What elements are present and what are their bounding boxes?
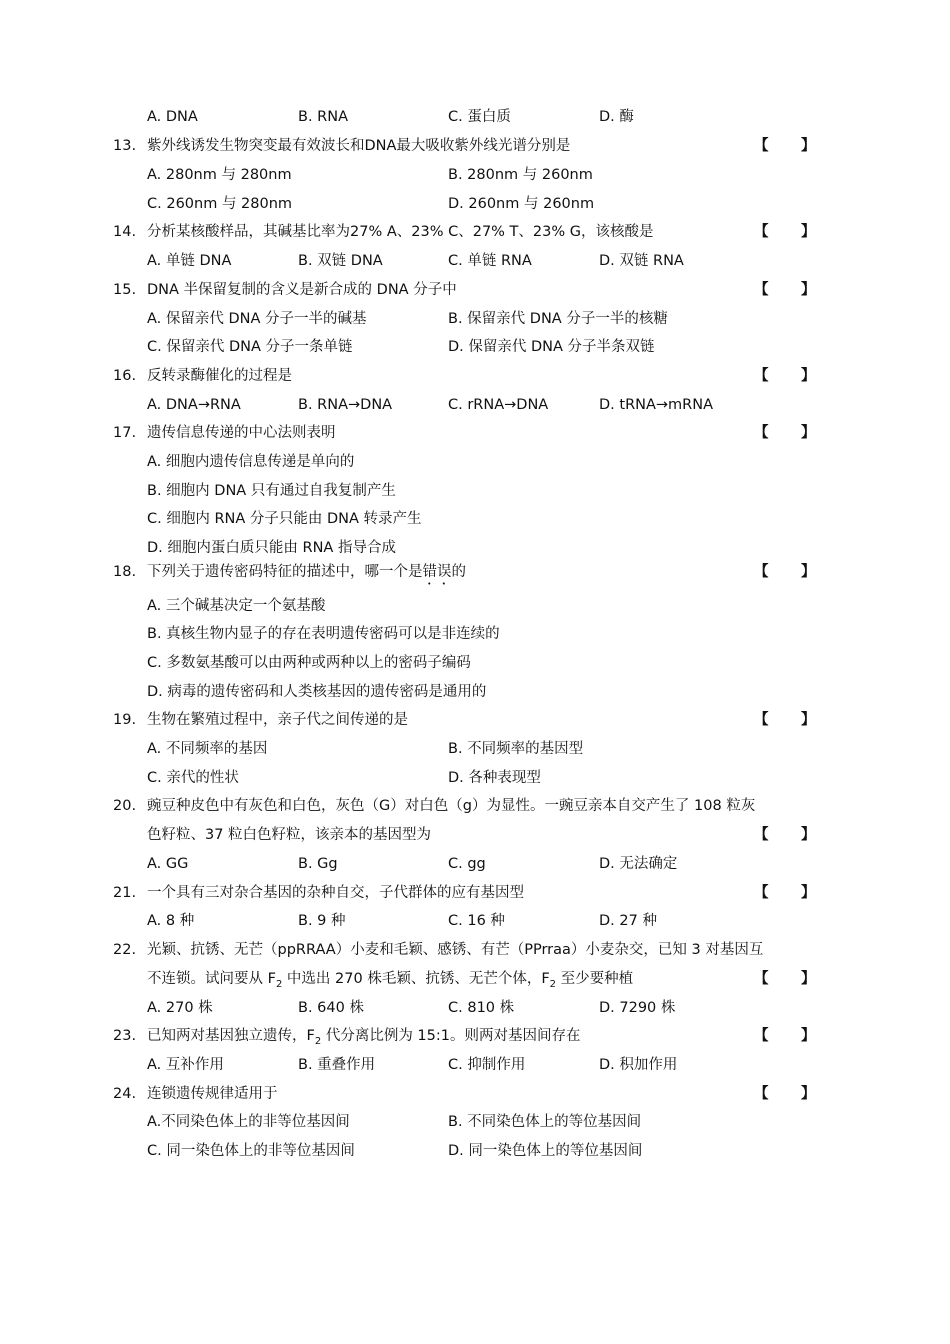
q20-option-a: A. GG xyxy=(147,856,189,872)
q20-option-c: C. gg xyxy=(448,856,486,872)
q12-option-c: C. 蛋白质 xyxy=(448,109,511,125)
q24-option-c: C. 同一染色体上的非等位基因间 xyxy=(147,1143,355,1159)
q13-option-d: D. 260nm 与 260nm xyxy=(448,196,595,212)
q13-number: 13. xyxy=(113,138,137,154)
q23-options-row xyxy=(0,1053,950,1077)
q16-option-d: D. tRNA→mRNA xyxy=(599,397,714,413)
q19-option-c: C. 亲代的性状 xyxy=(147,770,239,786)
q24-option-a: A.不同染色体上的非等位基因间 xyxy=(147,1114,350,1130)
q22-stem-line-1: 光颖、抗锈、无芒（ppRRAA）小麦和毛颖、感锈、有芒（PPrraa）小麦杂交，已知 3 对基因互 xyxy=(147,942,764,958)
q13-options-row-1 xyxy=(0,163,950,187)
q19-stem: 生物在繁殖过程中，亲子代之间传递的是 xyxy=(147,712,408,728)
q20-option-d: D. 无法确定 xyxy=(599,856,678,872)
q17-option-d-row xyxy=(0,536,950,560)
q13-stem: 紫外线诱发生物突变最有效波长和DNA最大吸收紫外线光谱分别是 xyxy=(147,138,571,154)
q17-stem-row: 17. 遗传信息传递的中心法则表明 【 】 xyxy=(0,421,950,445)
q17-option-b-row xyxy=(0,479,950,503)
q13-option-c: C. 260nm 与 280nm xyxy=(147,196,293,212)
q12-option-a: A. DNA xyxy=(147,109,198,125)
q23-stem-row: 23. 已知两对基因独立遗传，$F_2$ 代分离比例为 15:1。则两对基因间存在 【 】 xyxy=(0,1024,950,1048)
q18-option-b-row xyxy=(0,622,950,646)
q14-option-a: A. 单链 DNA xyxy=(147,253,232,269)
q22-stem-row-2: 不连锁。试问要从 $F_2$ 中选出 270 株毛颖、抗锈、无芒个体，$F_2$ 至少要种植 【 】 xyxy=(0,967,950,991)
q24-options-row-1 xyxy=(0,1110,950,1134)
q24-stem: 连锁遗传规律适用于 xyxy=(147,1086,278,1102)
q21-options-row xyxy=(0,909,950,933)
q18-option-b: B. 真核生物内显子的存在表明遗传密码可以是非连续的 xyxy=(147,626,500,642)
q17-option-a-row xyxy=(0,450,950,474)
q15-stem: DNA 半保留复制的含义是新合成的 DNA 分子中 xyxy=(147,282,457,298)
q14-options-row xyxy=(0,249,950,273)
q18-option-c: C. 多数氨基酸可以由两种或两种以上的密码子编码 xyxy=(147,655,471,671)
q19-stem-row: 19. 生物在繁殖过程中，亲子代之间传递的是 【 】 xyxy=(0,708,950,732)
q15-stem-row: 15. DNA 半保留复制的含义是新合成的 DNA 分子中 【 】 xyxy=(0,278,950,302)
q14-stem: 分析某核酸样品，其碱基比率为27% A、23% C、27% T、23% G，该核酸是 xyxy=(147,224,654,240)
q23-stem: 已知两对基因独立遗传，$F_2$ 代分离比例为 15:1。则两对基因间存在 xyxy=(147,1028,581,1047)
q19-number: 19. xyxy=(113,712,137,728)
q13-options-row-2 xyxy=(0,192,950,216)
q23-option-b: B. 重叠作用 xyxy=(298,1057,376,1073)
q24-number: 24. xyxy=(113,1086,137,1102)
q13-option-b: B. 280nm 与 260nm xyxy=(448,167,593,183)
q15-option-c: C. 保留亲代 DNA 分子一条单链 xyxy=(147,339,353,355)
q18-option-c-row xyxy=(0,651,950,675)
q15-option-d: D. 保留亲代 DNA 分子半条双链 xyxy=(448,339,655,355)
q20-stem-line-1: 豌豆种皮色中有灰色和白色，灰色（G）对白色（g）为显性。一豌豆亲本自交产生了 108 粒灰 xyxy=(147,798,756,814)
q24-option-b: B. 不同染色体上的等位基因间 xyxy=(448,1114,642,1130)
q15-option-a: A. 保留亲代 DNA 分子一半的碱基 xyxy=(147,311,367,327)
q23-number: 23. xyxy=(113,1028,137,1044)
q17-option-c-row xyxy=(0,507,950,531)
q21-stem-row: 21. 一个具有三对杂合基因的杂种自交，子代群体的应有基因型 【 】 xyxy=(0,881,950,905)
q12-option-b: B. RNA xyxy=(298,109,349,125)
q18-stem: 下列关于遗传密码特征的描述中，哪一个是错误的 xyxy=(147,564,466,580)
q22-stem-row-1 xyxy=(0,938,950,962)
q22-number: 22. xyxy=(113,942,137,958)
q14-option-d: D. 双链 RNA xyxy=(599,253,684,269)
q19-options-row-2 xyxy=(0,766,950,790)
q24-stem-row: 24. 连锁遗传规律适用于 【 】 xyxy=(0,1082,950,1106)
q14-number: 14. xyxy=(113,224,137,240)
q20-stem-line-2: 色籽粒、37 粒白色籽粒，该亲本的基因型为 xyxy=(147,827,432,843)
q12-options-row xyxy=(0,105,950,129)
q14-option-b: B. 双链 DNA xyxy=(298,253,383,269)
q19-option-d: D. 各种表现型 xyxy=(448,770,541,786)
q17-option-b: B. 细胞内 DNA 只有通过自我复制产生 xyxy=(147,483,396,499)
q20-number: 20. xyxy=(113,798,137,814)
q17-option-a: A. 细胞内遗传信息传递是单向的 xyxy=(147,454,355,470)
q18-emphasis-word: 错误 xyxy=(422,564,452,580)
q15-options-row-2 xyxy=(0,335,950,359)
q21-option-c: C. 16 种 xyxy=(448,913,505,929)
q21-option-a: A. 8 种 xyxy=(147,913,195,929)
q20-option-b: B. Gg xyxy=(298,856,338,872)
q23-option-d: D. 积加作用 xyxy=(599,1057,678,1073)
q12-option-d: D. 酶 xyxy=(599,109,634,125)
q16-stem: 反转录酶催化的过程是 xyxy=(147,368,292,384)
q22-stem-line-2: 不连锁。试问要从 $F_2$ 中选出 270 株毛颖、抗锈、无芒个体，$F_2$ 至少要种植 xyxy=(147,971,634,990)
q22-options-row xyxy=(0,996,950,1020)
q17-number: 17. xyxy=(113,425,137,441)
q16-option-a: A. DNA→RNA xyxy=(147,397,241,413)
q18-option-a-row xyxy=(0,594,950,618)
q18-option-d: D. 病毒的遗传密码和人类核基因的遗传密码是通用的 xyxy=(147,684,487,700)
q16-stem-row: 16. 反转录酶催化的过程是 【 】 xyxy=(0,364,950,388)
q18-number: 18. xyxy=(113,564,137,580)
q21-option-d: D. 27 种 xyxy=(599,913,657,929)
q15-options-row-1 xyxy=(0,307,950,331)
q21-stem: 一个具有三对杂合基因的杂种自交，子代群体的应有基因型 xyxy=(147,885,524,901)
q24-option-d: D. 同一染色体上的等位基因间 xyxy=(448,1143,643,1159)
q16-option-c: C. rRNA→DNA xyxy=(448,397,549,413)
q24-options-row-2 xyxy=(0,1139,950,1163)
q18-option-a: A. 三个碱基决定一个氨基酸 xyxy=(147,598,326,614)
q13-stem-row: 13. 紫外线诱发生物突变最有效波长和DNA最大吸收紫外线光谱分别是 【 】 xyxy=(0,134,950,158)
q14-stem-row: 14. 分析某核酸样品，其碱基比率为27% A、23% C、27% T、23% G，该核酸是 【 】 xyxy=(0,220,950,244)
q16-options-row xyxy=(0,393,950,417)
q20-stem-row-1 xyxy=(0,794,950,818)
q21-number: 21. xyxy=(113,885,137,901)
q16-number: 16. xyxy=(113,368,137,384)
q20-stem-row-2: 色籽粒、37 粒白色籽粒，该亲本的基因型为 【 】 xyxy=(0,823,950,847)
q23-option-a: A. 互补作用 xyxy=(147,1057,224,1073)
q22-option-a: A. 270 株 xyxy=(147,1000,213,1016)
q23-option-c: C. 抑制作用 xyxy=(448,1057,526,1073)
q19-option-a: A. 不同频率的基因 xyxy=(147,741,268,757)
q15-number: 15. xyxy=(113,282,137,298)
q22-option-d: D. 7290 株 xyxy=(599,1000,676,1016)
q17-stem: 遗传信息传递的中心法则表明 xyxy=(147,425,336,441)
q22-option-b: B. 640 株 xyxy=(298,1000,364,1016)
q15-option-b: B. 保留亲代 DNA 分子一半的核糖 xyxy=(448,311,668,327)
q17-option-c: C. 细胞内 RNA 分子只能由 DNA 转录产生 xyxy=(147,511,422,527)
q16-option-b: B. RNA→DNA xyxy=(298,397,393,413)
q13-option-a: A. 280nm 与 280nm xyxy=(147,167,292,183)
q18-option-d-row xyxy=(0,680,950,704)
q20-options-row xyxy=(0,852,950,876)
q22-option-c: C. 810 株 xyxy=(448,1000,515,1016)
q14-option-c: C. 单链 RNA xyxy=(448,253,532,269)
q19-options-row-1 xyxy=(0,737,950,761)
q21-option-b: B. 9 种 xyxy=(298,913,346,929)
q17-option-d: D. 细胞内蛋白质只能由 RNA 指导合成 xyxy=(147,540,396,556)
q18-stem-row: 18. 下列关于遗传密码特征的描述中，哪一个是错误的 【 】 xyxy=(0,560,950,584)
q19-option-b: B. 不同频率的基因型 xyxy=(448,741,584,757)
